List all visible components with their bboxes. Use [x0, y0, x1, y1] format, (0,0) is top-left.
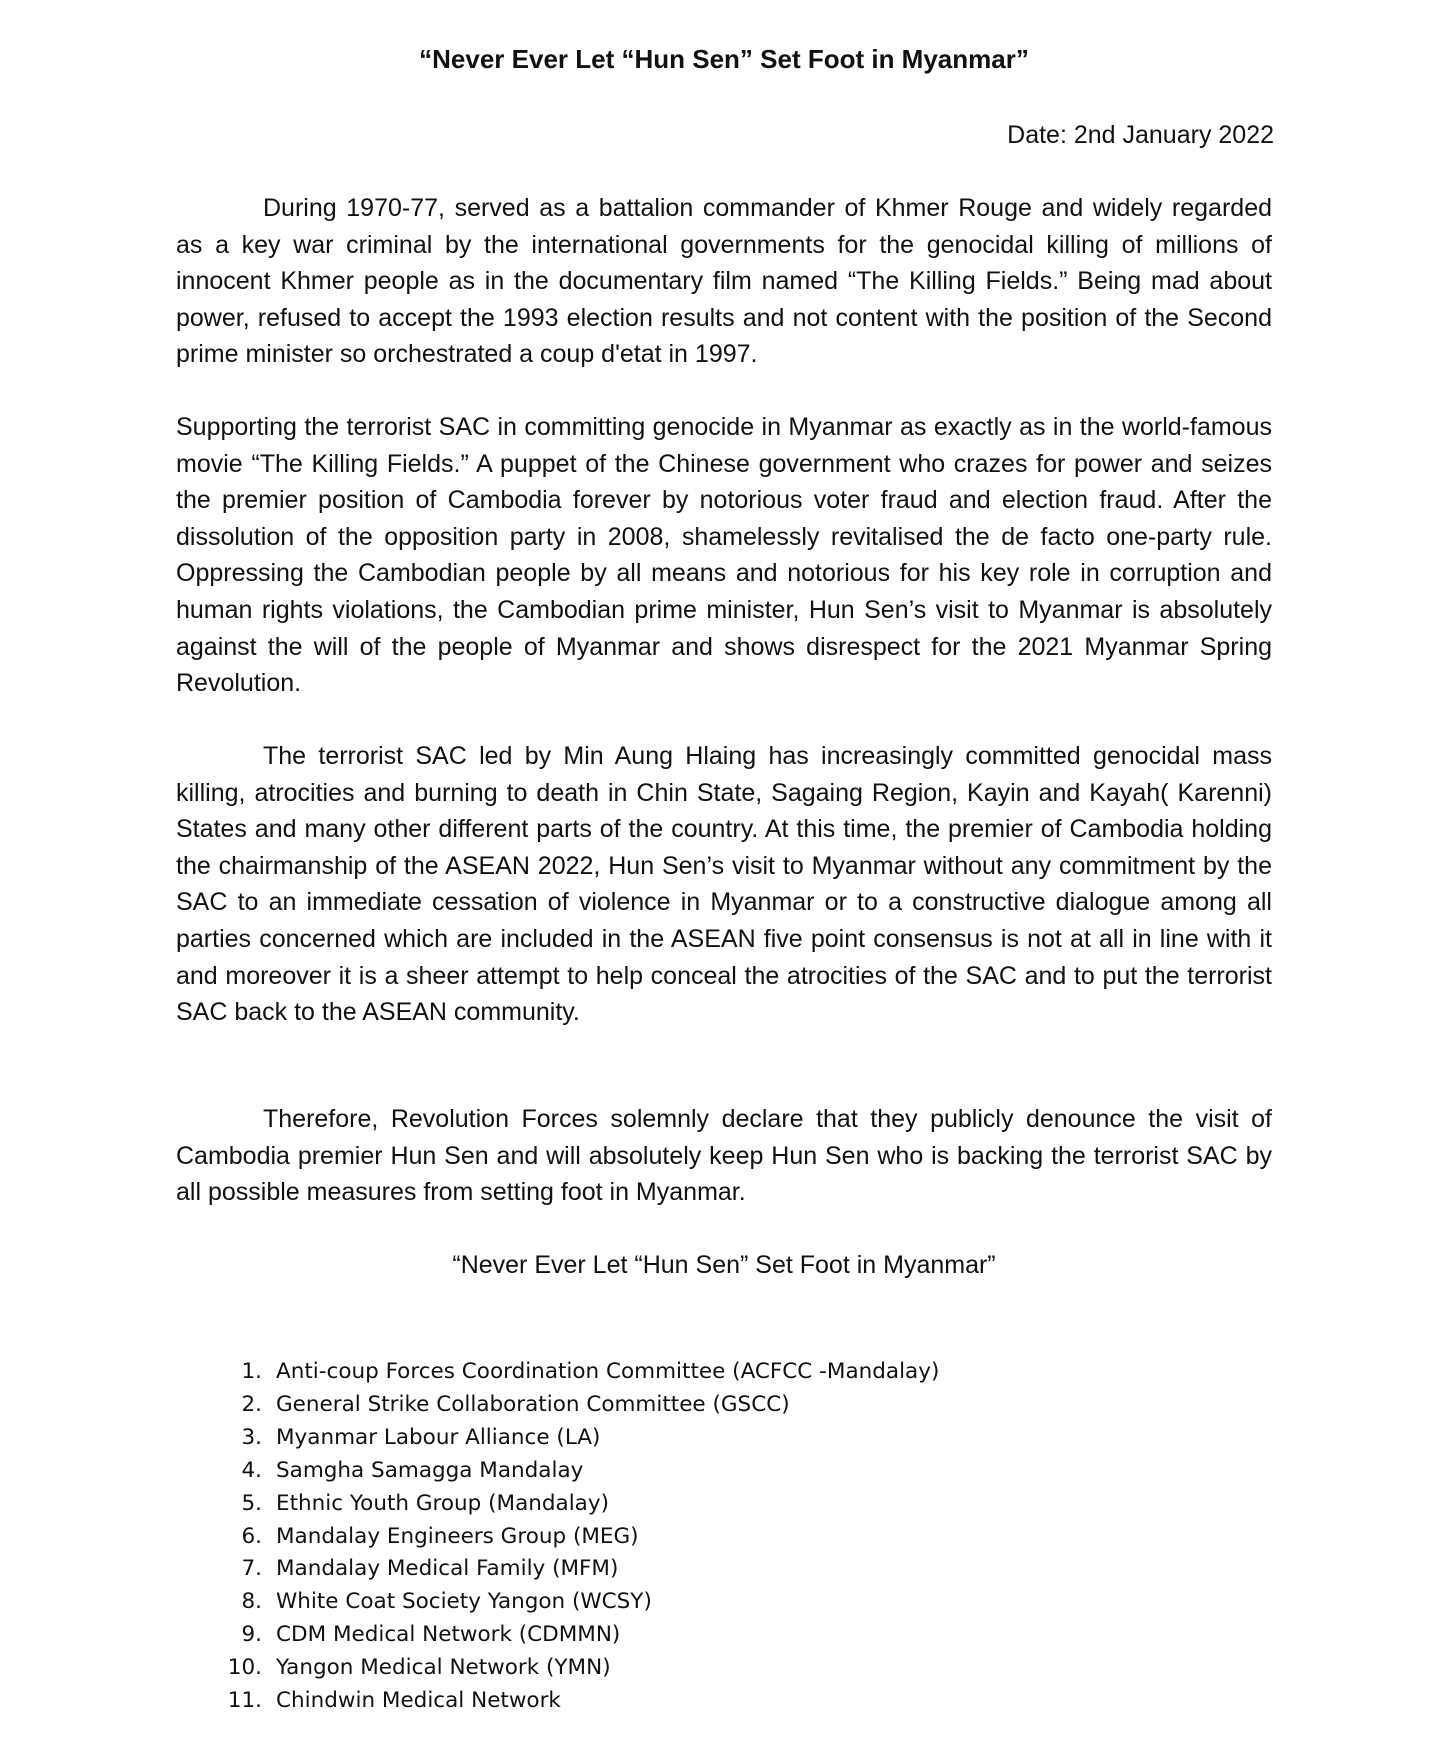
item-number: 2. — [241, 1391, 262, 1417]
organization-name: Ethnic Youth Group (Mandalay) — [276, 1490, 609, 1516]
organization-name: Samgha Samagga Mandalay — [276, 1457, 584, 1483]
list-item — [210, 1553, 939, 1586]
paragraph-background: During 1970-77, served as a battalion commander of Khmer Rouge and widely regarded as a key war criminal by the international governments for the genocidal killing of millions of innocent Khmer people as in the documentary film named “The Killing Fields.” Being mad about power, refused to accept the 1993 election results and not content with the position of the Second prime minister so orchestrated a coup d'etat in 1997. — [176, 194, 1272, 369]
organization-name: Mandalay Medical Family (MFM) — [276, 1556, 619, 1582]
organization-name: General Strike Collaboration Committee (GSCC) — [276, 1391, 790, 1417]
list-item — [210, 1521, 939, 1554]
item-number: 5. — [241, 1490, 262, 1516]
item-number: 1. — [241, 1359, 262, 1384]
item-number: 10. — [227, 1655, 262, 1681]
paragraph-sac-atrocities: The terrorist SAC led by Min Aung Hlaing has increasingly committed genocidal mass killing, atrocities and burning to death in Chin State, Sagaing Region, Kayin and Kayah( Karenni) States and many other different parts of the country. At this time, the premier of Cambodia holding the chairmanship of the ASEAN 2022, Hun Sen’s visit to Myanmar without any commitment by the SAC to an immediate cessation of violence in Myanmar or to a constructive dialogue among all parties concerned which are included in the ASEAN five point consensus is not at all in line with it and moreover it is a sheer attempt to help conceal the atrocities of the SAC and to put the terrorist SAC back to the ASEAN community. — [176, 742, 1272, 1027]
document-date: Date: 2nd January 2022 — [1007, 121, 1274, 149]
organization-name: Chindwin Medical Network — [276, 1688, 561, 1714]
list-item — [210, 1652, 939, 1685]
organization-name: Yangon Medical Network (YMN) — [276, 1655, 611, 1681]
organization-name: Mandalay Engineers Group (MEG) — [276, 1523, 639, 1549]
list-item — [210, 1619, 939, 1652]
paragraph-declaration: Therefore, Revolution Forces solemnly declare that they publicly denounce the visit of Cambodia premier Hun Sen and will absolutely keep Hun Sen who is backing the terrorist SAC by all possible measures from setting foot in Myanmar. — [176, 1105, 1272, 1207]
item-number: 7. — [241, 1556, 262, 1582]
list-item — [210, 1455, 939, 1488]
closing-slogan: “Never Ever Let “Hun Sen” Set Foot in Myanmar” — [452, 1251, 996, 1279]
item-number: 9. — [241, 1622, 262, 1648]
item-number: 6. — [241, 1523, 262, 1549]
organization-name: Anti-coup Forces Coordination Committee (ACFCC -Mandalay) — [276, 1359, 940, 1384]
item-number: 8. — [241, 1589, 262, 1615]
item-number: 4. — [241, 1457, 262, 1483]
organization-name: White Coat Society Yangon (WCSY) — [276, 1589, 652, 1615]
list-item — [210, 1389, 939, 1422]
paragraph-accusations: Supporting the terrorist SAC in committing genocide in Myanmar as exactly as in the world-famous movie “The Killing Fields.” A puppet of the Chinese government who crazes for power and seizes the premier position of Cambodia forever by notorious voter fraud and election fraud. After the dissolution of the opposition party in 2008, shamelessly revitalised the de facto one-party rule. Oppressing the Cambodian people by all means and notorious for his key role in corruption and human rights violations, the Cambodian prime minister, Hun Sen’s visit to Myanmar is absolutely against the will of the people of Myanmar and shows disrespect for the 2021 Myanmar Spring Revolution. — [176, 413, 1272, 698]
list-item — [210, 1586, 939, 1619]
item-number: 11. — [227, 1688, 262, 1714]
list-item — [210, 1356, 939, 1389]
organization-name: Myanmar Labour Alliance (LA) — [276, 1424, 601, 1450]
document-title: “Never Ever Let “Hun Sen” Set Foot in Myanmar” — [419, 44, 1029, 74]
list-item — [210, 1488, 939, 1521]
signatories-list — [210, 1356, 939, 1718]
organization-name: CDM Medical Network (CDMMN) — [276, 1622, 621, 1648]
item-number: 3. — [241, 1424, 262, 1450]
list-item — [210, 1685, 939, 1718]
list-item — [210, 1422, 939, 1455]
